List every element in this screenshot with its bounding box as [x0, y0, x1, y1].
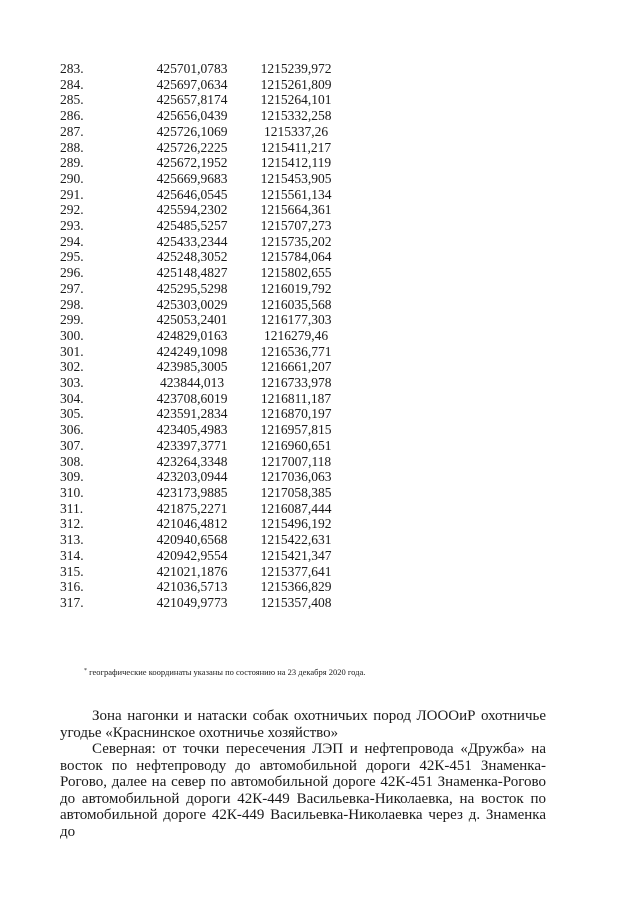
y-coordinate: 1217036,063 — [260, 469, 332, 485]
y-coordinate: 1216957,815 — [260, 422, 332, 438]
table-row — [60, 124, 348, 140]
table-row — [60, 501, 348, 517]
y-coordinate: 1216087,444 — [260, 500, 332, 516]
x-coordinate: 421049,9773 — [156, 594, 228, 610]
point-number: 297. — [60, 280, 84, 296]
point-number: 306. — [60, 422, 84, 438]
point-number: 283. — [60, 61, 84, 76]
point-number: 299. — [60, 312, 84, 328]
table-row — [60, 532, 348, 548]
point-number: 313. — [60, 532, 84, 548]
table-row — [60, 485, 348, 501]
table-row — [60, 422, 348, 438]
y-coordinate: 1215239,972 — [260, 61, 332, 76]
table-row — [60, 595, 348, 611]
table-row — [60, 92, 348, 108]
y-coordinate: 1217058,385 — [260, 484, 332, 500]
y-coordinate: 1215377,641 — [260, 563, 332, 579]
point-number: 301. — [60, 343, 84, 359]
point-number: 284. — [60, 76, 84, 92]
point-number: 296. — [60, 265, 84, 281]
table-row — [60, 375, 348, 391]
point-number: 307. — [60, 437, 84, 453]
table-row — [60, 328, 348, 344]
point-number: 311. — [60, 500, 84, 516]
x-coordinate: 423708,6019 — [156, 390, 228, 406]
y-coordinate: 1215332,258 — [260, 108, 332, 124]
table-row — [60, 406, 348, 422]
point-number: 315. — [60, 563, 84, 579]
point-number: 303. — [60, 375, 84, 391]
x-coordinate: 423264,3348 — [156, 453, 228, 469]
footnote-marker: * — [84, 668, 87, 674]
y-coordinate: 1216960,651 — [260, 437, 332, 453]
table-row — [60, 579, 348, 595]
y-coordinate: 1216177,303 — [260, 312, 332, 328]
point-number: 304. — [60, 390, 84, 406]
y-coordinate: 1215337,26 — [263, 123, 329, 139]
coordinates-table — [60, 61, 348, 611]
x-coordinate: 423203,0944 — [156, 469, 228, 485]
footnote — [84, 666, 365, 678]
x-coordinate: 425656,0439 — [156, 108, 228, 124]
x-coordinate: 420942,9554 — [156, 547, 228, 563]
x-coordinate: 425594,2302 — [156, 202, 228, 218]
x-coordinate: 425248,3052 — [156, 249, 228, 265]
point-number: 287. — [60, 123, 84, 139]
x-coordinate: 420940,6568 — [156, 532, 228, 548]
table-row — [60, 140, 348, 156]
point-number: 291. — [60, 186, 84, 202]
y-coordinate: 1215412,119 — [260, 155, 332, 171]
y-coordinate: 1215561,134 — [260, 186, 332, 202]
table-row — [60, 454, 348, 470]
coordinates-table-body — [60, 61, 348, 611]
y-coordinate: 1215264,101 — [260, 92, 332, 108]
table-row — [60, 234, 348, 250]
footnote-text: географические координаты указаны по состоянию на 23 декабря 2020 года. — [89, 667, 366, 677]
point-number: 293. — [60, 218, 84, 234]
point-number: 285. — [60, 92, 84, 108]
x-coordinate: 423591,2834 — [156, 406, 228, 422]
y-coordinate: 1215735,202 — [260, 233, 332, 249]
table-row — [60, 359, 348, 375]
y-coordinate: 1215784,064 — [260, 249, 332, 265]
point-number: 314. — [60, 547, 84, 563]
northern-boundary-paragraph: Северная: от точки пересечения ЛЭП и нефтепровода «Дружба» на восток по нефтепроводу до автомобильной дороги 42К-451 Знаменка-Рогово, далее на север по автомобильной дороге 42К-451 Знаменка-Рогово до автомобильной дороги 42К-449 Васильевка-Николаевка, на восток по автомобильной дороге 42К-449 Васильевка-Николаевка через д. Знаменка до — [60, 741, 546, 840]
point-number: 317. — [60, 594, 84, 610]
point-number: 309. — [60, 469, 84, 485]
x-coordinate: 423173,9885 — [156, 484, 228, 500]
x-coordinate: 421046,4812 — [156, 516, 228, 532]
table-row — [60, 202, 348, 218]
x-coordinate: 421036,5713 — [156, 579, 228, 595]
y-coordinate: 1216035,568 — [260, 296, 332, 312]
table-row — [60, 344, 348, 360]
table-row — [60, 249, 348, 265]
point-number: 295. — [60, 249, 84, 265]
x-coordinate: 425701,0783 — [156, 61, 228, 76]
point-number: 288. — [60, 139, 84, 155]
x-coordinate: 425669,9683 — [156, 170, 228, 186]
y-coordinate: 1217007,118 — [260, 453, 332, 469]
table-row — [60, 564, 348, 580]
point-number: 308. — [60, 453, 84, 469]
table-row — [60, 171, 348, 187]
point-number: 289. — [60, 155, 84, 171]
point-number: 290. — [60, 170, 84, 186]
x-coordinate: 425672,1952 — [156, 155, 228, 171]
y-coordinate: 1216661,207 — [260, 359, 332, 375]
y-coordinate: 1216811,187 — [260, 390, 332, 406]
point-number: 292. — [60, 202, 84, 218]
table-row — [60, 391, 348, 407]
table-row — [60, 77, 348, 93]
table-row — [60, 438, 348, 454]
y-coordinate: 1216733,978 — [260, 375, 332, 391]
y-coordinate: 1216870,197 — [260, 406, 332, 422]
table-row — [60, 218, 348, 234]
table-row — [60, 312, 348, 328]
y-coordinate: 1215496,192 — [260, 516, 332, 532]
point-number: 310. — [60, 484, 84, 500]
table-row — [60, 516, 348, 532]
table-row — [60, 108, 348, 124]
y-coordinate: 1215357,408 — [260, 594, 332, 610]
y-coordinate: 1215261,809 — [260, 76, 332, 92]
x-coordinate: 421021,1876 — [156, 563, 228, 579]
y-coordinate: 1216279,46 — [263, 327, 329, 343]
point-number: 286. — [60, 108, 84, 124]
x-coordinate: 421875,2271 — [156, 500, 228, 516]
y-coordinate: 1215453,905 — [260, 170, 332, 186]
body-text — [60, 708, 546, 840]
x-coordinate: 424829,0163 — [156, 327, 228, 343]
table-row — [60, 187, 348, 203]
table-row — [60, 281, 348, 297]
point-number: 316. — [60, 579, 84, 595]
x-coordinate: 423397,3771 — [156, 437, 228, 453]
table-row — [60, 61, 348, 77]
point-number: 300. — [60, 327, 84, 343]
y-coordinate: 1216536,771 — [260, 343, 332, 359]
x-coordinate: 423985,3005 — [156, 359, 228, 375]
y-coordinate: 1215421,347 — [260, 547, 332, 563]
table-row — [60, 155, 348, 171]
x-coordinate: 425657,8174 — [156, 92, 228, 108]
zone-title-paragraph: Зона нагонки и натаски собак охотничьих пород ЛОООиР охотничье угодье «Краснинское охотничье хозяйство» — [60, 708, 546, 741]
point-number: 294. — [60, 233, 84, 249]
y-coordinate: 1215422,631 — [260, 532, 332, 548]
x-coordinate: 425295,5298 — [156, 280, 228, 296]
table-row — [60, 297, 348, 313]
x-coordinate: 425053,2401 — [156, 312, 228, 328]
table-row — [60, 265, 348, 281]
point-number: 312. — [60, 516, 84, 532]
x-coordinate: 423405,4983 — [156, 422, 228, 438]
y-coordinate: 1215366,829 — [260, 579, 332, 595]
x-coordinate: 425726,2225 — [156, 139, 228, 155]
y-coordinate: 1215411,217 — [260, 139, 332, 155]
x-coordinate: 425303,0029 — [156, 296, 228, 312]
y-coordinate: 1215802,655 — [260, 265, 332, 281]
x-coordinate: 423844,013 — [159, 375, 225, 391]
y-coordinate: 1216019,792 — [260, 280, 332, 296]
y-coordinate: 1215707,273 — [260, 218, 332, 234]
x-coordinate: 424249,1098 — [156, 343, 228, 359]
x-coordinate: 425646,0545 — [156, 186, 228, 202]
x-coordinate: 425433,2344 — [156, 233, 228, 249]
y-coordinate: 1215664,361 — [260, 202, 332, 218]
table-row — [60, 548, 348, 564]
x-coordinate: 425726,1069 — [156, 123, 228, 139]
point-number: 302. — [60, 359, 84, 375]
x-coordinate: 425697,0634 — [156, 76, 228, 92]
point-number: 298. — [60, 296, 84, 312]
x-coordinate: 425485,5257 — [156, 218, 228, 234]
point-number: 305. — [60, 406, 84, 422]
x-coordinate: 425148,4827 — [156, 265, 228, 281]
table-row — [60, 469, 348, 485]
